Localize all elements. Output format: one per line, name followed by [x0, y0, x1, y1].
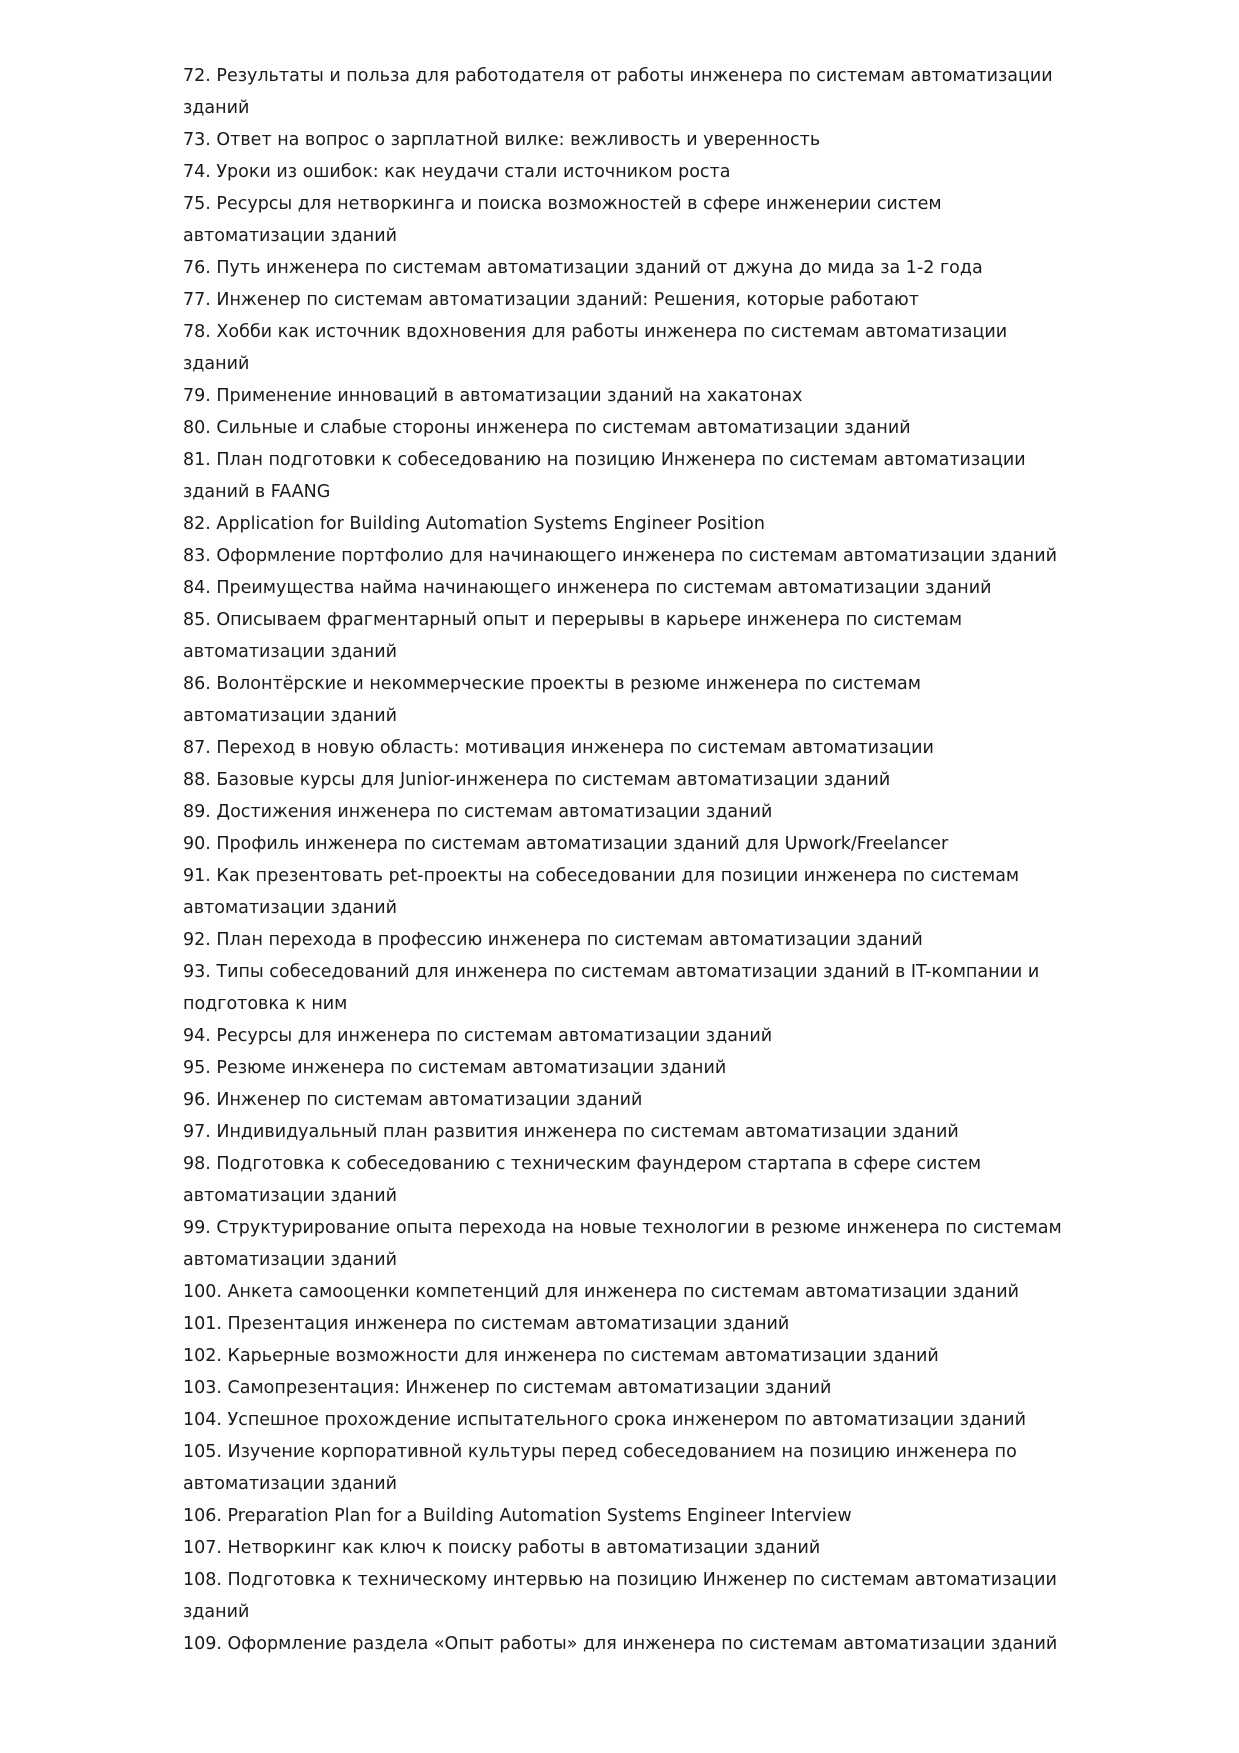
list-item: 76. Путь инженера по системам автоматизации зданий от джуна до мида за 1-2 года — [183, 258, 983, 278]
list-item: 83. Оформление портфолио для начинающего инженера по системам автоматизации зданий — [183, 546, 1057, 566]
list-item: 77. Инженер по системам автоматизации зданий: Решения, которые работают — [183, 290, 919, 310]
list-item: 106. Preparation Plan for a Building Automation Systems Engineer Interview — [183, 1506, 852, 1526]
list-item: 93. Типы собеседований для инженера по системам автоматизации зданий в IT-компании и подготовка к ним — [183, 962, 1040, 1014]
list-item: 95. Резюме инженера по системам автоматизации зданий — [183, 1058, 727, 1078]
list-item: 100. Анкета самооценки компетенций для инженера по системам автоматизации зданий — [183, 1282, 1019, 1302]
list-item: 96. Инженер по системам автоматизации зданий — [183, 1090, 643, 1110]
list-item: 89. Достижения инженера по системам автоматизации зданий — [183, 802, 773, 822]
list-item: 108. Подготовка к техническому интервью на позицию Инженер по системам автоматизации зданий — [183, 1570, 1057, 1622]
list-item: 91. Как презентовать pet-проекты на собеседовании для позиции инженера по системам автоматизации зданий — [183, 866, 1020, 918]
list-item: 101. Презентация инженера по системам автоматизации зданий — [183, 1314, 790, 1334]
list-item: 87. Переход в новую область: мотивация инженера по системам автоматизации — [183, 738, 934, 758]
list-item: 84. Преимущества найма начинающего инженера по системам автоматизации зданий — [183, 578, 992, 598]
list-item: 74. Уроки из ошибок: как неудачи стали источником роста — [183, 162, 731, 182]
topic-list — [183, 60, 1063, 1660]
list-item: 79. Применение инноваций в автоматизации зданий на хакатонах — [183, 386, 803, 406]
list-item: 102. Карьерные возможности для инженера по системам автоматизации зданий — [183, 1346, 939, 1366]
list-item: 90. Профиль инженера по системам автоматизации зданий для Upwork/Freelancer — [183, 834, 949, 854]
list-item: 109. Оформление раздела «Опыт работы» для инженера по системам автоматизации зданий — [183, 1634, 1058, 1654]
list-item: 80. Сильные и слабые стороны инженера по системам автоматизации зданий — [183, 418, 911, 438]
list-item: 99. Структурирование опыта перехода на новые технологии в резюме инженера по системам автоматизации зданий — [183, 1218, 1062, 1270]
list-item: 86. Волонтёрские и некоммерческие проекты в резюме инженера по системам автоматизации зданий — [183, 674, 921, 726]
list-item: 105. Изучение корпоративной культуры перед собеседованием на позицию инженера по автоматизации зданий — [183, 1442, 1017, 1494]
list-item: 75. Ресурсы для нетворкинга и поиска возможностей в сфере инженерии систем автоматизации зданий — [183, 194, 942, 246]
list-item: 73. Ответ на вопрос о зарплатной вилке: вежливость и уверенность — [183, 130, 821, 150]
list-item: 82. Application for Building Automation Systems Engineer Position — [183, 514, 765, 534]
list-item: 94. Ресурсы для инженера по системам автоматизации зданий — [183, 1026, 773, 1046]
list-item: 98. Подготовка к собеседованию с техническим фаундером стартапа в сфере систем автоматизации зданий — [183, 1154, 982, 1206]
list-item: 81. План подготовки к собеседованию на позицию Инженера по системам автоматизации зданий в FAANG — [183, 450, 1026, 502]
list-item: 85. Описываем фрагментарный опыт и перерывы в карьере инженера по системам автоматизации зданий — [183, 610, 963, 662]
list-item: 104. Успешное прохождение испытательного срока инженером по автоматизации зданий — [183, 1410, 1026, 1430]
list-item: 107. Нетворкинг как ключ к поиску работы в автоматизации зданий — [183, 1538, 821, 1558]
list-item: 103. Самопрезентация: Инженер по системам автоматизации зданий — [183, 1378, 832, 1398]
list-item: 78. Хобби как источник вдохновения для работы инженера по системам автоматизации зданий — [183, 322, 1008, 374]
list-item: 92. План перехода в профессию инженера по системам автоматизации зданий — [183, 930, 923, 950]
list-item: 72. Результаты и польза для работодателя от работы инженера по системам автоматизации зданий — [183, 66, 1053, 118]
list-item: 88. Базовые курсы для Junior-инженера по системам автоматизации зданий — [183, 770, 891, 790]
list-item: 97. Индивидуальный план развития инженера по системам автоматизации зданий — [183, 1122, 959, 1142]
document-page — [183, 60, 1063, 1660]
